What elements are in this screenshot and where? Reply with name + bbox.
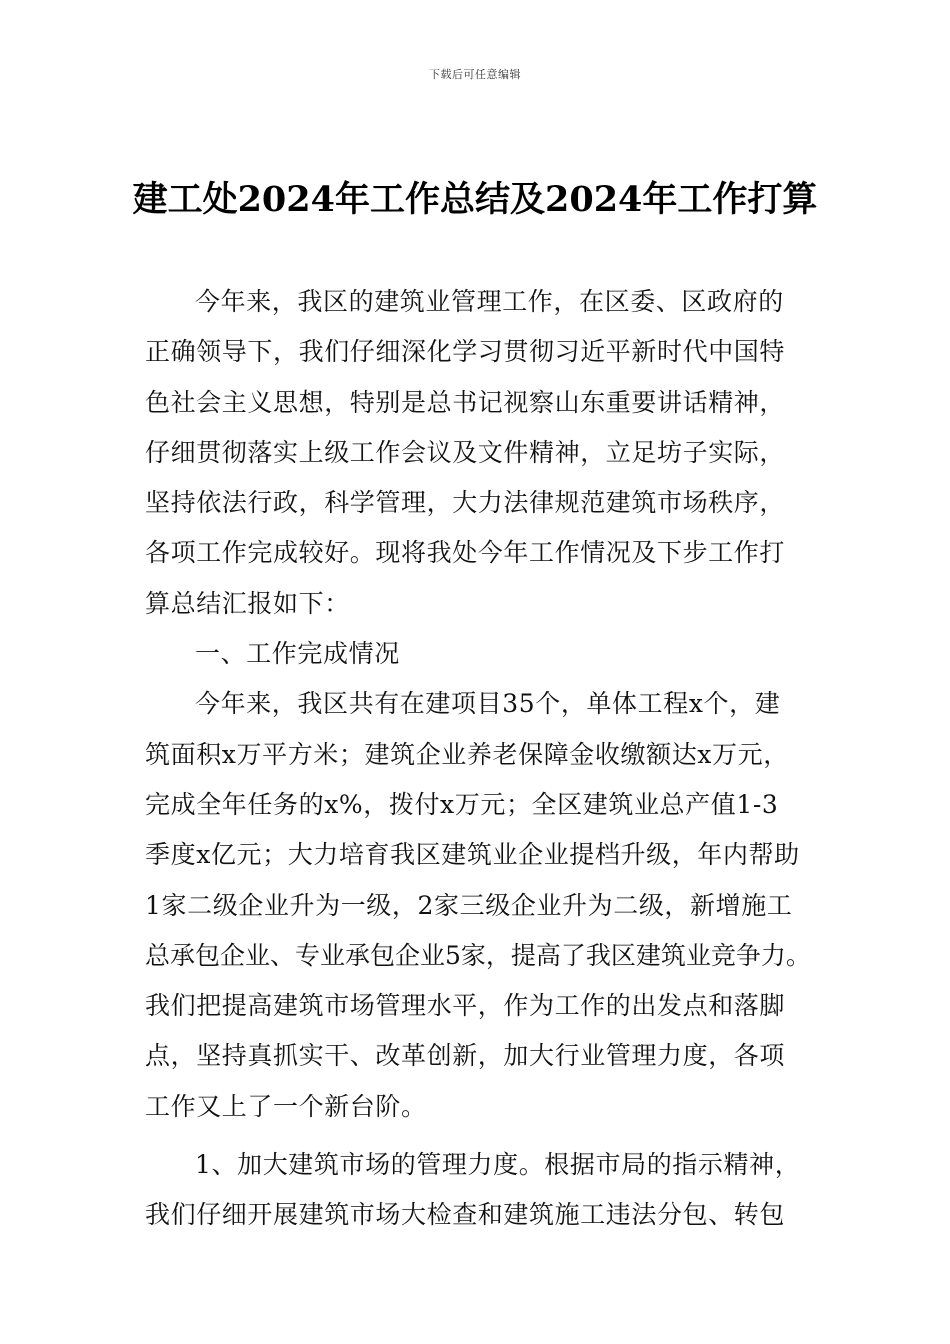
paragraph-line: 今年来，我区共有在建项目35个，单体工程x个，建 <box>195 689 781 719</box>
paragraph-line: 各项工作完成较好。现将我处今年工作情况及下步工作打 <box>145 538 786 568</box>
paragraph-line: 色社会主义思想，特别是总书记视察山东重要讲话精神， <box>145 387 786 417</box>
paragraph-line: 我们把提高建筑市场管理水平，作为工作的出发点和落脚 <box>145 991 786 1021</box>
paragraph-line: 1、加大建筑市场的管理力度。根据市局的指示精神， <box>195 1150 801 1180</box>
paragraph-line: 总承包企业、专业承包企业5家，提高了我区建筑业竞争力。 <box>145 940 811 970</box>
paragraph-line: 季度x亿元；大力培育我区建筑业企业提档升级，年内帮助 <box>145 840 800 870</box>
paragraph-line: 仔细贯彻落实上级工作会议及文件精神，立足坊子实际， <box>145 437 786 467</box>
paragraph-line: 坚持依法行政，科学管理，大力法律规范建筑市场秩序， <box>145 488 786 518</box>
paragraph-line: 正确领导下，我们仔细深化学习贯彻习近平新时代中国特 <box>145 337 786 367</box>
paragraph-line: 完成全年任务的x%，拨付x万元；全区建筑业总产值1-3 <box>145 789 779 819</box>
paragraph-line: 算总结汇报如下： <box>145 588 350 618</box>
page-header: 下载后可任意编辑 <box>429 68 521 81</box>
section-heading: 一、工作完成情况 <box>195 639 400 669</box>
document-body <box>145 277 830 1241</box>
paragraph-gap <box>145 1132 830 1140</box>
document-title: 建工处2024年工作总结及2024年工作打算 <box>132 179 818 220</box>
paragraph-line: 筑面积x万平方米；建筑企业养老保障金收缴额达x万元， <box>145 739 789 769</box>
paragraph-line: 点，坚持真抓实干、改革创新，加大行业管理力度，各项 <box>145 1041 786 1071</box>
paragraph-line: 1家二级企业升为一级，2家三级企业升为二级，新增施工 <box>145 890 793 920</box>
paragraph-line: 我们仔细开展建筑市场大检查和建筑施工违法分包、转包 <box>145 1200 786 1230</box>
paragraph-line: 今年来，我区的建筑业管理工作，在区委、区政府的 <box>195 287 784 316</box>
paragraph-line: 工作又上了一个新台阶。 <box>145 1091 427 1121</box>
